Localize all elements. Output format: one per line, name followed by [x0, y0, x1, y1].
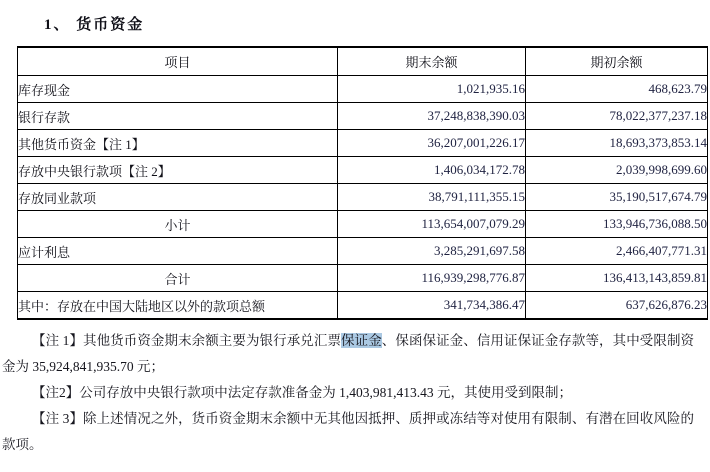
note-2: 【注2】公司存放中央银行款项中法定存款准备金为 1,403,981,413.43 元，其使用受到限制； [32, 385, 572, 400]
row-ending-balance: 341,734,386.47 [338, 292, 526, 320]
row-ending-balance: 37,248,838,390.03 [338, 103, 526, 130]
table-header-row [18, 47, 708, 76]
row-label: 存放同业款项 [18, 184, 338, 211]
row-ending-balance: 38,791,111,355.15 [338, 184, 526, 211]
row-ending-balance: 36,207,001,226.17 [338, 130, 526, 157]
header-ending-balance: 期末余额 [338, 47, 526, 76]
row-label: 其中：存放在中国大陆地区以外的款项总额 [18, 292, 338, 320]
row-ending-balance: 1,406,034,172.78 [338, 157, 526, 184]
table-row [18, 265, 708, 292]
row-beginning-balance: 78,022,377,237.18 [526, 103, 708, 130]
row-beginning-balance: 18,693,373,853.14 [526, 130, 708, 157]
row-label: 银行存款 [18, 103, 338, 130]
row-label: 合计 [18, 265, 338, 292]
note-1-text-before: 【注 1】其他货币资金期末余额主要为银行承兑汇票 [32, 333, 342, 348]
row-label: 库存现金 [18, 76, 338, 103]
document-page [0, 13, 710, 472]
row-ending-balance: 3,285,291,697.58 [338, 238, 526, 265]
row-label: 其他货币资金【注 1】 [18, 130, 338, 157]
note-1 [2, 328, 694, 380]
table-row [18, 238, 708, 265]
notes-section [2, 328, 694, 458]
row-beginning-balance: 136,413,143,859.81 [526, 265, 708, 292]
row-label: 应计利息 [18, 238, 338, 265]
table-row [18, 292, 708, 320]
table-row [18, 130, 708, 157]
note-1-highlighted-text: 保证金 [341, 333, 382, 348]
row-ending-balance: 116,939,298,776.87 [338, 265, 526, 292]
row-label: 小计 [18, 211, 338, 238]
table-body [18, 76, 708, 320]
row-ending-balance: 1,021,935.16 [338, 76, 526, 103]
table-row [18, 103, 708, 130]
note-1-text-after: 、保函保证金、信用证保证金存款等，其中受限制资金为 35,924,841,935.70 元； [2, 333, 695, 374]
table-row [18, 157, 708, 184]
row-beginning-balance: 637,626,876.23 [526, 292, 708, 320]
table-row [18, 76, 708, 103]
row-label: 存放中央银行款项【注 2】 [18, 157, 338, 184]
row-beginning-balance: 2,466,407,771.31 [526, 238, 708, 265]
note-3: 【注 3】除上述情况之外，货币资金期末余额中无其他因抵押、质押或冻结等对使用有限制、有潜在回收风险的款项。 [2, 411, 694, 452]
header-item: 项目 [18, 47, 338, 76]
row-beginning-balance: 2,039,998,699.60 [526, 157, 708, 184]
page-title: 1、 货币资金 [44, 17, 145, 33]
monetary-funds-table [17, 46, 708, 320]
row-beginning-balance: 35,190,517,674.79 [526, 184, 708, 211]
table-row [18, 184, 708, 211]
row-ending-balance: 113,654,007,079.29 [338, 211, 526, 238]
header-beginning-balance: 期初余额 [526, 47, 708, 76]
row-beginning-balance: 133,946,736,088.50 [526, 211, 708, 238]
table-row [18, 211, 708, 238]
row-beginning-balance: 468,623.79 [526, 76, 708, 103]
